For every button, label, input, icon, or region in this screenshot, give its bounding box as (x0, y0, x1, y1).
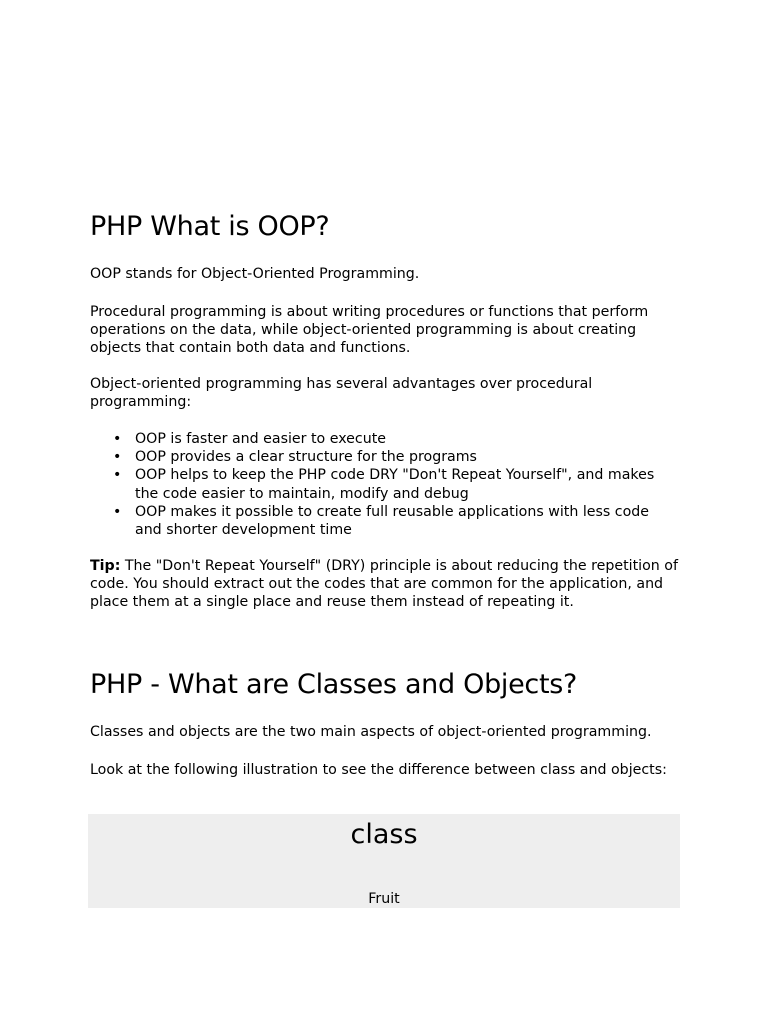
tip-note (90, 557, 680, 612)
tip-label: Tip: (90, 558, 121, 574)
list-item (113, 430, 680, 448)
bullet-icon: • (113, 467, 122, 484)
section-heading-classes-objects: PHP - What are Classes and Objects? (90, 669, 578, 700)
advantages-intro: Object-oriented programming has several advantages over procedural programming: (90, 376, 593, 411)
class-illustration-box (88, 814, 680, 908)
illustration-class-title: class (350, 819, 418, 850)
list-item-text: OOP helps to keep the PHP code DRY "Don't Repeat Yourself", and makes the code easier to maintain, modify and debug (135, 467, 655, 502)
classes-objects-intro: Classes and objects are the two main aspects of object-oriented programming. (90, 724, 652, 740)
tip-text: The "Don't Repeat Yourself" (DRY) principle is about reducing the repetition of code. You should extract out the codes that are common for the application, and place them at a single place and reuse them instead of repeating it. (90, 558, 678, 611)
list-item-text: OOP makes it possible to create full reusable applications with less code and shorter development time (135, 503, 650, 539)
list-item-text: OOP provides a clear structure for the programs (135, 449, 477, 466)
list-item (113, 466, 680, 502)
advantages-list (90, 430, 680, 539)
bullet-icon: • (113, 431, 122, 447)
list-item (113, 503, 680, 539)
procedural-vs-oop-paragraph: Procedural programming is about writing procedures or functions that perform operations on the data, while object-oriented programming is about creating objects that contain both data and functions. (90, 304, 649, 357)
bullet-icon: • (113, 503, 122, 520)
section-heading-what-is-oop: PHP What is OOP? (90, 211, 330, 242)
oop-definition: OOP stands for Object-Oriented Programming. (90, 266, 420, 282)
illustration-intro: Look at the following illustration to see the difference between class and objects: (90, 762, 667, 778)
bullet-icon: • (113, 449, 122, 466)
list-item (113, 448, 680, 466)
illustration-class-item: Fruit (368, 891, 400, 907)
list-item-text: OOP is faster and easier to execute (135, 431, 386, 447)
